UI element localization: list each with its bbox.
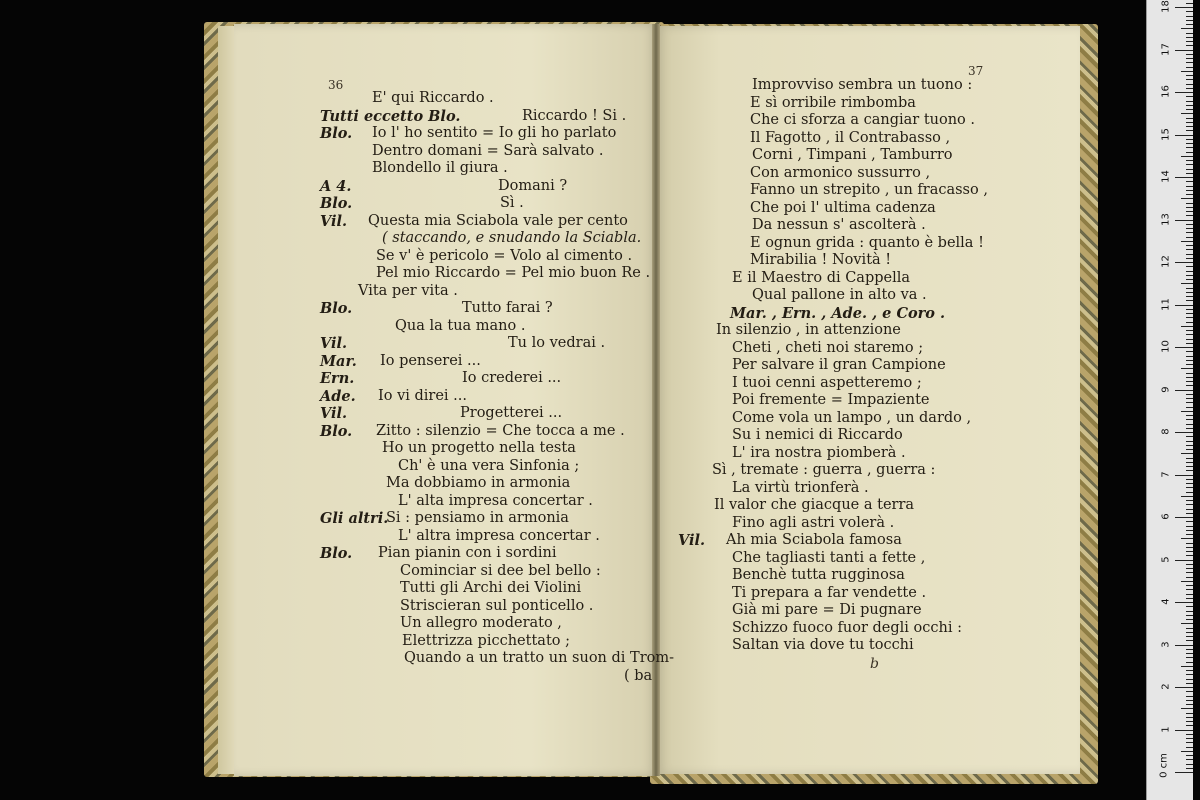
ruler-tick bbox=[1186, 611, 1193, 612]
text-line: Poi fremente = Impaziente bbox=[732, 392, 930, 408]
ruler-tick bbox=[1186, 309, 1193, 310]
ruler-tick bbox=[1186, 653, 1193, 654]
ruler-tick bbox=[1186, 526, 1193, 527]
ruler-tick bbox=[1186, 313, 1193, 314]
ruler-tick bbox=[1186, 16, 1193, 17]
ruler-tick bbox=[1186, 568, 1193, 569]
ruler-tick bbox=[1186, 428, 1193, 429]
ruler-number: 9 bbox=[1160, 385, 1172, 393]
ruler-tick bbox=[1175, 475, 1193, 476]
ruler-tick bbox=[1186, 143, 1193, 144]
text-line: Ma dobbiamo in armonia bbox=[386, 475, 571, 491]
ruler-tick bbox=[1186, 211, 1193, 212]
speaker-label: Vil. bbox=[320, 405, 348, 422]
text-line: Improvviso sembra un tuono : bbox=[752, 77, 973, 93]
text-line: ( ba bbox=[624, 667, 653, 684]
ruler-tick bbox=[1186, 547, 1193, 548]
ruler-tick bbox=[1175, 602, 1193, 603]
ruler-tick bbox=[1186, 322, 1193, 323]
ruler-tick bbox=[1186, 606, 1193, 607]
ruler-tick bbox=[1186, 551, 1193, 552]
ruler-tick bbox=[1186, 254, 1193, 255]
ruler-tick bbox=[1181, 666, 1193, 667]
ruler-tick bbox=[1186, 271, 1193, 272]
ruler-tick bbox=[1175, 50, 1193, 51]
text-line: E ognun grida : quanto è bella ! bbox=[750, 234, 984, 251]
text-line: Il Fagotto , il Contrabasso , bbox=[750, 129, 951, 146]
ruler-tick bbox=[1186, 619, 1193, 620]
ruler-tick bbox=[1186, 164, 1193, 165]
ruler-tick bbox=[1186, 79, 1193, 80]
ruler-tick bbox=[1181, 283, 1193, 284]
ruler-tick bbox=[1186, 747, 1193, 748]
text-line: Tutti gli Archi dei Violini bbox=[400, 580, 582, 596]
ruler-tick bbox=[1175, 645, 1193, 646]
ruler-tick bbox=[1186, 381, 1193, 382]
ruler-tick bbox=[1186, 67, 1193, 68]
ruler-tick bbox=[1186, 385, 1193, 386]
text-line: Cheti , cheti noi staremo ; bbox=[732, 339, 924, 356]
ruler-tick bbox=[1186, 317, 1193, 318]
text-line: Riccardo ! Si . bbox=[522, 107, 627, 124]
ruler-tick bbox=[1186, 470, 1193, 471]
text-line: Tutto farai ? bbox=[462, 300, 553, 316]
ruler-tick bbox=[1186, 628, 1193, 629]
ruler-tick bbox=[1175, 135, 1193, 136]
ruler-tick bbox=[1186, 84, 1193, 85]
ruler-tick bbox=[1186, 742, 1193, 743]
ruler-tick bbox=[1181, 708, 1193, 709]
ruler-tick bbox=[1186, 649, 1193, 650]
speaker-label: Vil. bbox=[320, 212, 348, 230]
ruler-tick bbox=[1186, 492, 1193, 493]
ruler-tick bbox=[1186, 564, 1193, 565]
ruler-tick bbox=[1186, 109, 1193, 110]
text-line: Zitto : silenzio = Che tocca a me . bbox=[376, 422, 625, 439]
text-line: Domani ? bbox=[498, 177, 568, 194]
ruler-number: 4 bbox=[1160, 598, 1172, 605]
speaker-label: A 4. bbox=[320, 177, 352, 195]
ruler-tick bbox=[1186, 764, 1193, 765]
text-line: Con armonico sussurro , bbox=[750, 164, 931, 181]
text-line: Questa mia Sciabola vale per cento bbox=[368, 212, 628, 229]
text-line: Da nessun s' ascolterà . bbox=[752, 217, 926, 233]
ruler-tick bbox=[1175, 262, 1193, 263]
speaker-label: Mar. bbox=[320, 352, 357, 370]
ruler-tick bbox=[1186, 670, 1193, 671]
ruler-tick bbox=[1186, 126, 1193, 127]
text-line: Un allegro moderato , bbox=[400, 615, 562, 631]
ruler-tick bbox=[1186, 300, 1193, 301]
ruler-tick bbox=[1186, 228, 1193, 229]
speaker-label: Tutti eccetto Blo. bbox=[320, 107, 461, 125]
ruler-tick bbox=[1186, 24, 1193, 25]
text-line: Io l' ho sentito = Io gli ho parlato bbox=[372, 125, 617, 141]
ruler-tick bbox=[1186, 377, 1193, 378]
ruler-tick bbox=[1186, 118, 1193, 119]
ruler-tick bbox=[1186, 292, 1193, 293]
signature-mark: b bbox=[870, 656, 879, 672]
text-line: Fino agli astri volerà . bbox=[732, 514, 895, 531]
ruler-tick bbox=[1186, 37, 1193, 38]
ruler-tick bbox=[1186, 147, 1193, 148]
speaker-label: Ern. bbox=[320, 370, 355, 387]
ruler-tick bbox=[1186, 279, 1193, 280]
text-line: Sì . bbox=[500, 195, 524, 211]
speaker-label: Blo. bbox=[320, 125, 353, 142]
ruler-number: 1 bbox=[1160, 725, 1172, 733]
text-line: Schizzo fuoco fuor degli occhi : bbox=[732, 619, 962, 636]
ruler-tick bbox=[1186, 662, 1193, 663]
ruler-tick bbox=[1175, 687, 1193, 688]
ruler-tick bbox=[1181, 623, 1193, 624]
ruler-number: 6 bbox=[1160, 513, 1172, 520]
ruler-number: 7 bbox=[1160, 470, 1172, 478]
text-line: Che poi l' ultima cadenza bbox=[750, 199, 936, 216]
text-line: E' qui Riccardo . bbox=[372, 90, 494, 106]
left-page-number: 36 bbox=[328, 78, 344, 92]
ruler-tick bbox=[1186, 173, 1193, 174]
ruler-tick bbox=[1186, 657, 1193, 658]
ruler-tick bbox=[1186, 194, 1193, 195]
text-line: Pian pianin con i sordini bbox=[378, 545, 557, 561]
text-line: E sì orribile rimbomba bbox=[750, 94, 916, 111]
ruler-tick bbox=[1186, 466, 1193, 467]
ruler-tick bbox=[1181, 411, 1193, 412]
ruler-tick bbox=[1186, 445, 1193, 446]
ruler-tick bbox=[1186, 245, 1193, 246]
speaker-label: Blo. bbox=[320, 422, 353, 440]
ruler-tick bbox=[1186, 232, 1193, 233]
text-line: Che ci sforza a cangiar tuono . bbox=[750, 112, 975, 128]
ruler-number: 15 bbox=[1160, 127, 1172, 141]
ruler-tick bbox=[1186, 679, 1193, 680]
ruler-tick bbox=[1181, 156, 1193, 157]
ruler-tick bbox=[1186, 207, 1193, 208]
ruler-tick bbox=[1186, 615, 1193, 616]
ruler-tick bbox=[1186, 190, 1193, 191]
ruler-tick bbox=[1175, 730, 1193, 731]
ruler-tick bbox=[1186, 441, 1193, 442]
ruler-tick bbox=[1181, 241, 1193, 242]
ruler-tick bbox=[1186, 266, 1193, 267]
text-line: Su i nemici di Riccardo bbox=[732, 427, 903, 443]
ruler-tick bbox=[1186, 330, 1193, 331]
ruler-tick bbox=[1186, 334, 1193, 335]
measurement-ruler bbox=[1146, 0, 1193, 800]
ruler-tick bbox=[1186, 424, 1193, 425]
ruler-tick bbox=[1186, 513, 1193, 514]
ruler-tick bbox=[1186, 394, 1193, 395]
ruler-tick bbox=[1175, 432, 1193, 433]
text-line: I tuoi cenni aspetteremo ; bbox=[732, 374, 922, 391]
ruler-number: 17 bbox=[1160, 42, 1172, 56]
ruler-tick bbox=[1186, 33, 1193, 34]
text-line: Ch' è una vera Sinfonia ; bbox=[398, 457, 580, 474]
ruler-tick bbox=[1186, 373, 1193, 374]
ruler-number: 13 bbox=[1160, 212, 1172, 226]
ruler-tick bbox=[1175, 177, 1193, 178]
text-line: In silenzio , in attenzione bbox=[716, 322, 901, 338]
text-line: Benchè tutta rugginosa bbox=[732, 567, 905, 583]
ruler-tick bbox=[1181, 453, 1193, 454]
speaker-label: Gli altri. bbox=[320, 510, 389, 527]
ruler-tick bbox=[1186, 11, 1193, 12]
text-line: L' ira nostra piomberà . bbox=[732, 444, 906, 461]
ruler-tick bbox=[1186, 755, 1193, 756]
ruler-tick bbox=[1186, 534, 1193, 535]
ruler-tick bbox=[1186, 398, 1193, 399]
ruler-tick bbox=[1186, 449, 1193, 450]
ruler-number: 8 bbox=[1160, 428, 1172, 435]
ruler-tick bbox=[1186, 713, 1193, 714]
ruler-tick bbox=[1181, 751, 1193, 752]
ruler-tick bbox=[1181, 538, 1193, 539]
text-line: Ah mia Sciabola famosa bbox=[726, 532, 902, 548]
ruler-tick bbox=[1181, 326, 1193, 327]
text-line: Tu lo vedrai . bbox=[508, 335, 606, 351]
ruler-tick bbox=[1186, 181, 1193, 182]
ruler-tick bbox=[1186, 594, 1193, 595]
ruler-tick bbox=[1186, 20, 1193, 21]
ruler-tick bbox=[1186, 249, 1193, 250]
ruler-tick bbox=[1186, 436, 1193, 437]
text-line: Blondello il giura . bbox=[372, 160, 508, 176]
speaker-label: Blo. bbox=[320, 545, 353, 562]
ruler-tick bbox=[1186, 419, 1193, 420]
ruler-tick bbox=[1186, 585, 1193, 586]
text-line: Progetterei ... bbox=[460, 405, 563, 421]
ruler-tick bbox=[1181, 368, 1193, 369]
ruler-tick bbox=[1186, 224, 1193, 225]
ruler-tick bbox=[1181, 28, 1193, 29]
ruler-tick bbox=[1186, 41, 1193, 42]
ruler-unit-label: 0 cm bbox=[1158, 753, 1170, 778]
ruler-tick bbox=[1186, 704, 1193, 705]
ruler-tick bbox=[1186, 509, 1193, 510]
text-line: Vita per vita . bbox=[358, 282, 458, 299]
text-line: ( staccando, e snudando la Sciabla. bbox=[382, 230, 642, 246]
ruler-tick bbox=[1186, 759, 1193, 760]
ruler-tick bbox=[1186, 343, 1193, 344]
ruler-number: 5 bbox=[1160, 555, 1172, 563]
ruler-tick bbox=[1186, 75, 1193, 76]
ruler-tick bbox=[1186, 275, 1193, 276]
ruler-tick bbox=[1186, 483, 1193, 484]
ruler-tick bbox=[1186, 288, 1193, 289]
ruler-tick bbox=[1186, 572, 1193, 573]
ruler-tick bbox=[1186, 96, 1193, 97]
text-line: L' alta impresa concertar . bbox=[398, 492, 593, 509]
text-line: L' altra impresa concertar . bbox=[398, 527, 600, 544]
ruler-tick bbox=[1186, 139, 1193, 140]
text-line: Come vola un lampo , un dardo , bbox=[732, 409, 972, 426]
ruler-tick bbox=[1186, 696, 1193, 697]
ruler-number: 12 bbox=[1160, 255, 1172, 268]
ruler-number: 10 bbox=[1160, 340, 1172, 353]
ruler-tick bbox=[1186, 364, 1193, 365]
ruler-tick bbox=[1186, 296, 1193, 297]
text-line: Dentro domani = Sarà salvato . bbox=[372, 142, 604, 159]
ruler-tick bbox=[1186, 717, 1193, 718]
ruler-tick bbox=[1186, 101, 1193, 102]
ruler-tick bbox=[1186, 58, 1193, 59]
ruler-tick bbox=[1186, 683, 1193, 684]
speaker-label: Vil. bbox=[320, 335, 348, 352]
ruler-tick bbox=[1175, 347, 1193, 348]
text-line: Io vi direi ... bbox=[378, 387, 468, 404]
ruler-number: 18 bbox=[1160, 0, 1172, 13]
text-line: Già mi pare = Di pugnare bbox=[732, 602, 922, 618]
ruler-tick bbox=[1175, 220, 1193, 221]
ruler-tick bbox=[1186, 632, 1193, 633]
text-line: Pel mio Riccardo = Pel mio buon Re . bbox=[376, 265, 651, 281]
ruler-tick bbox=[1186, 589, 1193, 590]
ruler-tick bbox=[1186, 768, 1193, 769]
ruler-tick bbox=[1186, 691, 1193, 692]
speaker-label: Blo. bbox=[320, 195, 353, 212]
ruler-tick bbox=[1186, 169, 1193, 170]
text-line: Io crederei ... bbox=[462, 370, 562, 386]
ruler-tick bbox=[1186, 402, 1193, 403]
ruler-tick bbox=[1186, 122, 1193, 123]
ruler-tick bbox=[1175, 390, 1193, 391]
ruler-tick bbox=[1186, 700, 1193, 701]
ruler-tick bbox=[1186, 62, 1193, 63]
ruler-tick bbox=[1186, 738, 1193, 739]
ruler-tick bbox=[1186, 725, 1193, 726]
ruler-tick bbox=[1186, 54, 1193, 55]
ruler-tick bbox=[1175, 560, 1193, 561]
text-line: Sì , tremate : guerra , guerra : bbox=[712, 462, 936, 478]
ruler-tick bbox=[1186, 636, 1193, 637]
text-line: Mirabilia ! Novità ! bbox=[750, 252, 892, 268]
ruler-tick bbox=[1186, 237, 1193, 238]
ruler-tick bbox=[1186, 504, 1193, 505]
ruler-tick bbox=[1186, 152, 1193, 153]
ruler-tick bbox=[1175, 92, 1193, 93]
ruler-number: 3 bbox=[1160, 640, 1172, 648]
ruler-tick bbox=[1186, 105, 1193, 106]
ruler-tick bbox=[1186, 721, 1193, 722]
ruler-tick bbox=[1186, 577, 1193, 578]
ruler-tick bbox=[1186, 479, 1193, 480]
ruler-tick bbox=[1181, 581, 1193, 582]
ruler-tick bbox=[1186, 3, 1193, 4]
ruler-tick bbox=[1186, 458, 1193, 459]
ruler-number: 11 bbox=[1160, 297, 1172, 311]
text-line: La virtù trionferà . bbox=[732, 479, 869, 496]
text-line: Qua la tua mano . bbox=[395, 317, 526, 334]
ruler-number: 14 bbox=[1160, 170, 1172, 183]
ruler-tick bbox=[1186, 130, 1193, 131]
ruler-number: 2 bbox=[1160, 683, 1172, 690]
ruler-tick bbox=[1186, 258, 1193, 259]
ruler-tick bbox=[1181, 198, 1193, 199]
speaker-label: Mar. , Ern. , Ade. , e Coro . bbox=[730, 304, 946, 322]
text-line: Striscieran sul ponticello . bbox=[400, 597, 594, 614]
ruler-tick bbox=[1186, 500, 1193, 501]
ruler-number: 16 bbox=[1160, 85, 1172, 98]
text-line: Elettrizza picchettato ; bbox=[402, 632, 570, 649]
right-page-number: 37 bbox=[968, 64, 984, 78]
ruler-tick bbox=[1186, 598, 1193, 599]
ruler-tick bbox=[1181, 113, 1193, 114]
ruler-tick bbox=[1186, 360, 1193, 361]
ruler-tick bbox=[1175, 772, 1193, 773]
text-line: Qual pallone in alto va . bbox=[752, 287, 927, 303]
ruler-tick bbox=[1186, 186, 1193, 187]
ruler-tick bbox=[1186, 203, 1193, 204]
text-line: Ho un progetto nella testa bbox=[382, 440, 576, 456]
ruler-tick bbox=[1186, 215, 1193, 216]
ruler-tick bbox=[1186, 356, 1193, 357]
text-line: Quando a un tratto un suon di Trom- bbox=[404, 650, 675, 666]
ruler-tick bbox=[1181, 71, 1193, 72]
ruler-tick bbox=[1186, 351, 1193, 352]
text-line: Ti prepara a far vendette . bbox=[732, 584, 927, 601]
ruler-tick bbox=[1186, 487, 1193, 488]
ruler-tick bbox=[1186, 415, 1193, 416]
ruler-tick bbox=[1186, 734, 1193, 735]
ruler-tick bbox=[1186, 674, 1193, 675]
ruler-tick bbox=[1186, 543, 1193, 544]
speaker-label: Ade. bbox=[320, 387, 356, 405]
text-line: Il valor che giacque a terra bbox=[714, 497, 915, 513]
text-line: Corni , Timpani , Tamburro bbox=[752, 147, 953, 163]
text-line: Se v' è pericolo = Volo al cimento . bbox=[376, 247, 633, 264]
text-line: Io penserei ... bbox=[380, 352, 481, 369]
ruler-tick bbox=[1186, 640, 1193, 641]
text-line: Fanno un strepito , un fracasso , bbox=[750, 182, 988, 198]
speaker-label: Vil. bbox=[678, 532, 706, 549]
text-line: Saltan via dove tu tocchi bbox=[732, 637, 914, 653]
ruler-tick bbox=[1186, 45, 1193, 46]
ruler-tick bbox=[1175, 305, 1193, 306]
text-line: Per salvare il gran Campione bbox=[732, 357, 946, 373]
text-line: Si : pensiamo in armonia bbox=[386, 510, 569, 526]
ruler-tick bbox=[1186, 462, 1193, 463]
ruler-tick bbox=[1175, 517, 1193, 518]
ruler-tick bbox=[1181, 496, 1193, 497]
ruler-tick bbox=[1186, 555, 1193, 556]
ruler-tick bbox=[1186, 521, 1193, 522]
ruler-tick bbox=[1186, 530, 1193, 531]
ruler-tick bbox=[1186, 407, 1193, 408]
speaker-label: Blo. bbox=[320, 300, 353, 317]
ruler-tick bbox=[1186, 88, 1193, 89]
text-line: Cominciar si dee bel bello : bbox=[400, 562, 601, 579]
ruler-tick bbox=[1175, 7, 1193, 8]
text-line: E il Maestro di Cappella bbox=[732, 269, 911, 286]
ruler-tick bbox=[1186, 160, 1193, 161]
ruler-tick bbox=[1186, 339, 1193, 340]
text-line: Che tagliasti tanti a fette , bbox=[732, 549, 926, 566]
